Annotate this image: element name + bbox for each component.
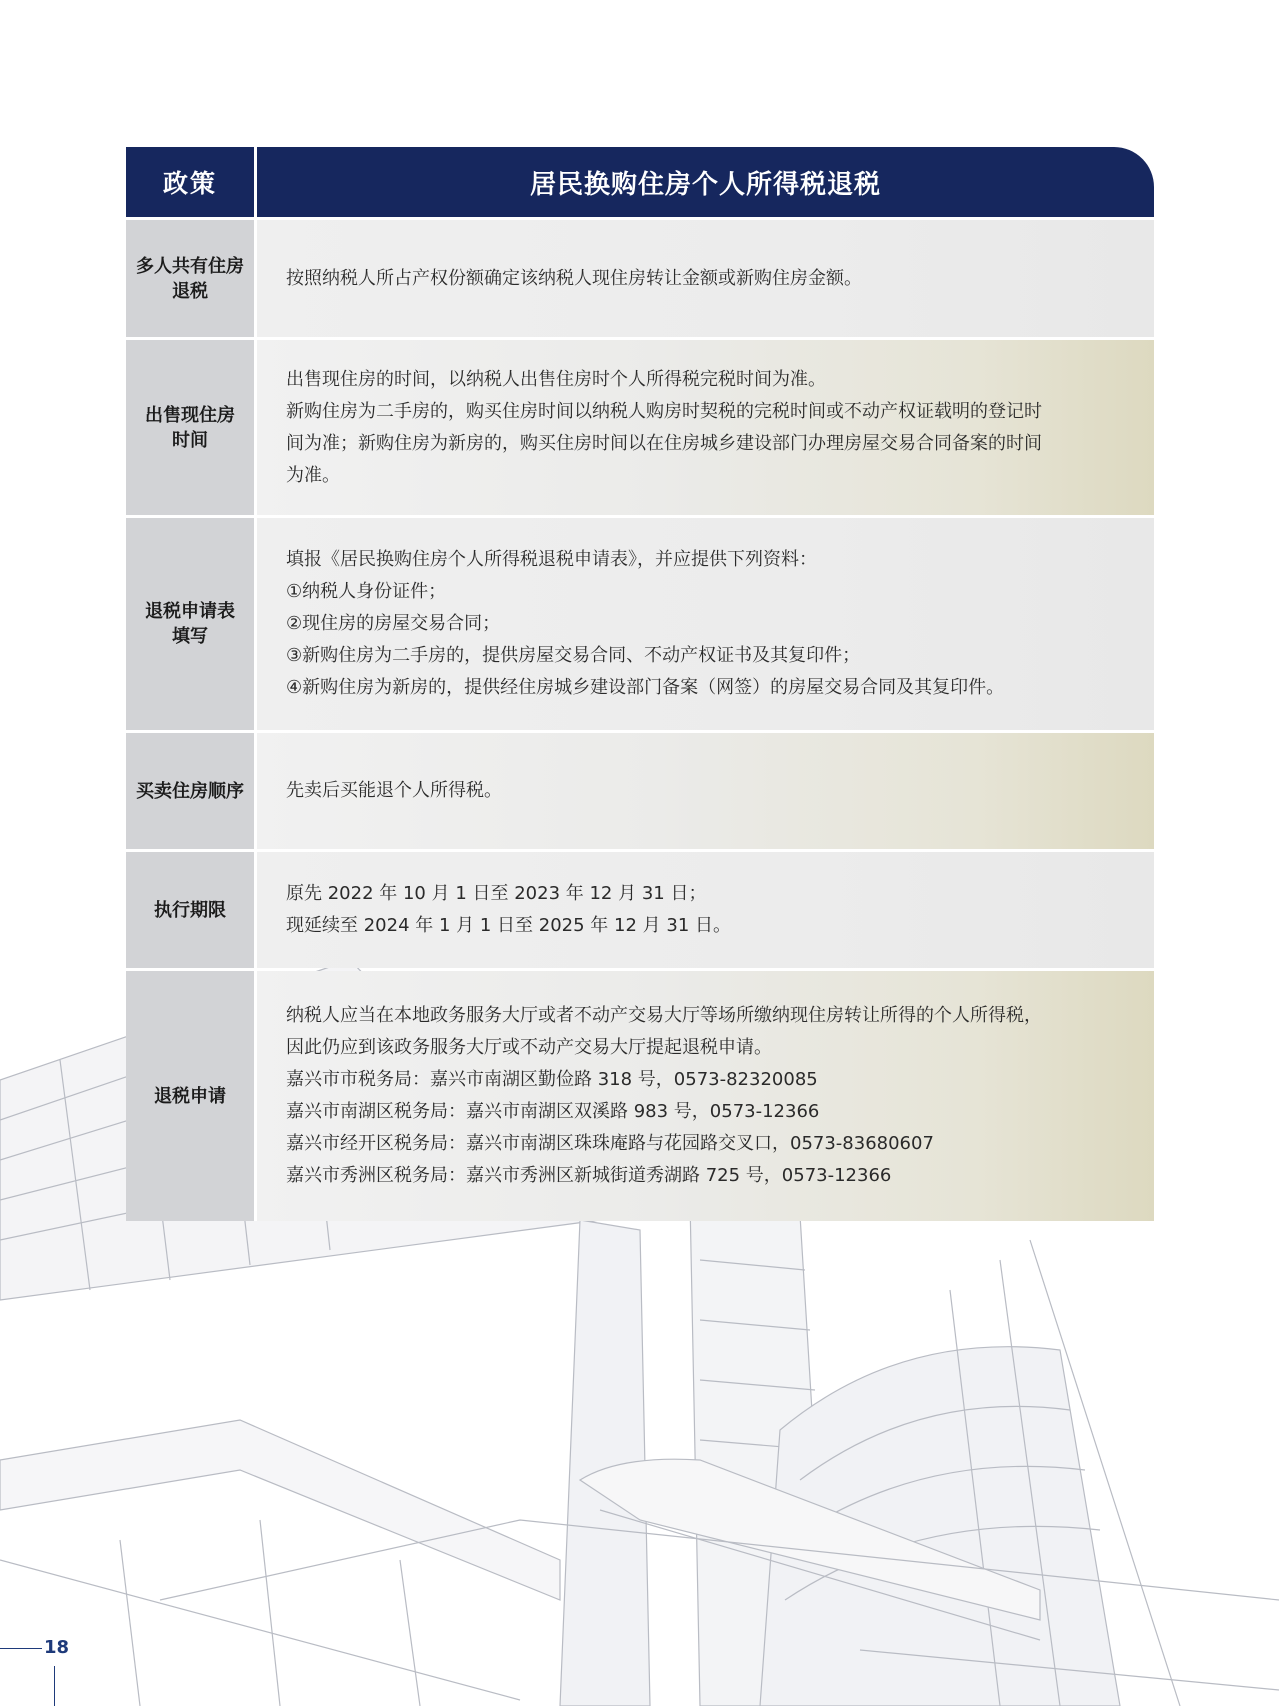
row-content xyxy=(257,733,1154,849)
content-line: 出售现住房的时间，以纳税人出售住房时个人所得税完税时间为准。 xyxy=(286,368,826,390)
row-label xyxy=(126,518,254,730)
content-line: ②现住房的房屋交易合同； xyxy=(286,613,501,634)
table-row xyxy=(126,340,1154,515)
content-line: 为准。 xyxy=(286,464,340,486)
content-line: 新购住房为二手房的，购买住房时间以纳税人购房时契税的完税时间或不动产权证载明的登记时 xyxy=(286,400,1042,422)
row-label-line: 填写 xyxy=(172,626,208,647)
content-line: 嘉兴市秀洲区税务局：嘉兴市秀洲区新城街道秀湖路 725 号，0573-12366 xyxy=(286,1165,892,1186)
row-content xyxy=(257,340,1154,515)
table-row xyxy=(126,852,1154,968)
content-line: 因此仍应到该政务服务大厅或不动产交易大厅提起退税申请。 xyxy=(286,1037,772,1058)
row-label xyxy=(126,971,254,1221)
table-row xyxy=(126,518,1154,730)
content-line: ③新购住房为二手房的，提供房屋交易合同、不动产权证书及其复印件； xyxy=(286,645,861,666)
row-label-line: 退税申请 xyxy=(154,1085,226,1107)
row-label xyxy=(126,220,254,337)
content-line: ④新购住房为新房的，提供经住房城乡建设部门备案（网签）的房屋交易合同及其复印件。 xyxy=(286,677,1005,698)
row-label-line: 多人共有住房 xyxy=(136,255,244,277)
content-line: 按照纳税人所占产权份额确定该纳税人现住房转让金额或新购住房金额。 xyxy=(286,267,862,289)
row-content xyxy=(257,518,1154,730)
content-line: 纳税人应当在本地政务服务大厅或者不动产交易大厅等场所缴纳现住房转让所得的个人所得税， xyxy=(286,1005,1042,1026)
content-line: ①纳税人身份证件； xyxy=(286,581,447,602)
table-header xyxy=(126,147,1154,217)
row-label-line: 买卖住房顺序 xyxy=(136,780,244,802)
row-label-line: 执行期限 xyxy=(154,899,226,921)
row-label-line: 出售现住房 xyxy=(145,404,235,426)
row-label xyxy=(126,852,254,968)
header-policy-label: 政策 xyxy=(126,147,254,217)
row-label-line: 时间 xyxy=(172,429,208,451)
content-line: 填报《居民换购住房个人所得税退税申请表》，并应提供下列资料： xyxy=(286,549,817,570)
row-content xyxy=(257,852,1154,968)
row-content xyxy=(257,220,1154,337)
content-line: 原先 2022 年 10 月 1 日至 2023 年 12 月 31 日； xyxy=(286,883,707,904)
row-label xyxy=(126,733,254,849)
table-row xyxy=(126,220,1154,337)
row-label-line: 退税 xyxy=(172,280,208,302)
content-line: 嘉兴市市税务局：嘉兴市南湖区勤俭路 318 号，0573-82320085 xyxy=(286,1069,818,1090)
content-line: 间为准；新购住房为新房的，购买住房时间以在住房城乡建设部门办理房屋交易合同备案的时间 xyxy=(286,432,1042,454)
content-line: 嘉兴市经开区税务局：嘉兴市南湖区珠珠庵路与花园路交叉口，0573-83680607 xyxy=(286,1133,934,1154)
row-label-line: 退税申请表 xyxy=(145,601,235,622)
content-line: 嘉兴市南湖区税务局：嘉兴市南湖区双溪路 983 号，0573-12366 xyxy=(286,1101,820,1122)
page-number-rule xyxy=(0,1648,42,1649)
page-margin-line xyxy=(54,1666,55,1706)
page-number: 18 xyxy=(44,1637,70,1658)
header-title: 居民换购住房个人所得税退税 xyxy=(257,147,1154,217)
policy-table xyxy=(126,147,1154,1221)
table-row xyxy=(126,971,1154,1221)
row-label xyxy=(126,340,254,515)
table-row xyxy=(126,733,1154,849)
content-line: 现延续至 2024 年 1 月 1 日至 2025 年 12 月 31 日。 xyxy=(286,915,731,936)
row-content xyxy=(257,971,1154,1221)
content-line: 先卖后买能退个人所得税。 xyxy=(286,780,502,801)
